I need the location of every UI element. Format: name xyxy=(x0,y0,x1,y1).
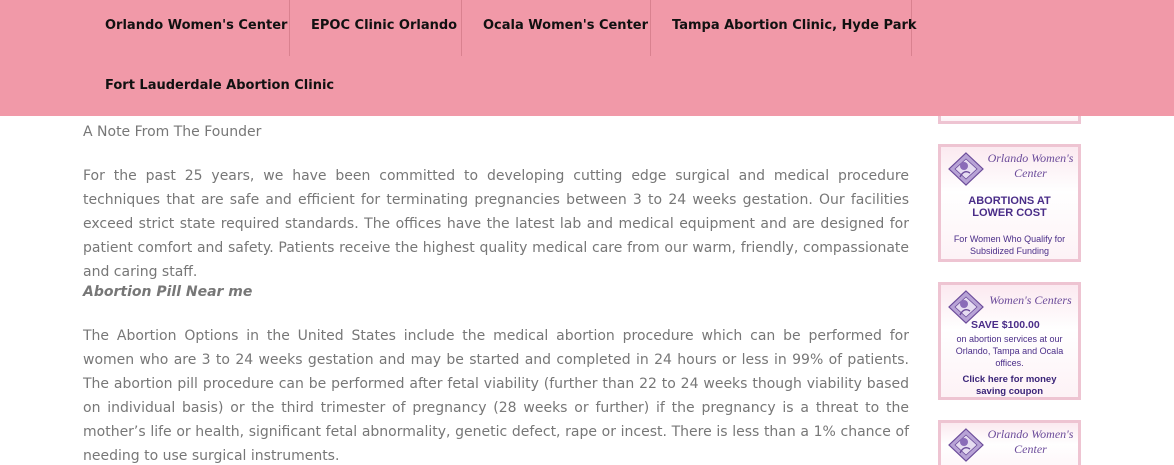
coupon-link[interactable]: Click here for money saving coupon xyxy=(962,374,1057,397)
main-navigation xyxy=(0,0,1174,116)
ad-coupon-banner[interactable] xyxy=(938,282,1081,400)
womens-center-logo-icon xyxy=(947,427,985,463)
nav-item-ocala-womens-center[interactable]: Ocala Women's Center xyxy=(462,0,651,56)
section-subheading: Abortion Pill Near me xyxy=(83,284,253,300)
womens-center-logo-icon xyxy=(947,151,985,187)
ad-orlando-banner[interactable] xyxy=(938,420,1081,465)
main-content xyxy=(83,120,909,464)
note-heading: A Note From The Founder xyxy=(83,124,262,140)
ad-headline: ABORTIONS AT LOWER COST xyxy=(968,195,1051,219)
ad-headline: SAVE $100.00 xyxy=(971,319,1040,331)
ad-subtext: For Women Who Qualify for Subsidized Funding xyxy=(953,234,1066,256)
ad-logo-text: Women's Centers xyxy=(989,293,1072,307)
nav-item-epoc-clinic-orlando[interactable]: EPOC Clinic Orlando xyxy=(290,0,462,56)
founder-paragraph: For the past 25 years, we have been committed to developing cutting edge surgical and medical procedure techniques that are safe and efficient for terminating pregnancies between 3 to 24 weeks gestation. Our facilities exceed strict state required standards. The offices have the latest lab and medical equipment and are designed for patient comfort and safety. Patients receive the highest quality medical care from our warm, friendly, compassionate and caring staff. xyxy=(83,168,909,280)
nav-item-orlando-womens-center[interactable]: Orlando Women's Center xyxy=(84,0,290,56)
nav-item-fort-lauderdale-clinic[interactable]: Fort Lauderdale Abortion Clinic xyxy=(105,78,335,93)
nav-item-tampa-abortion-clinic[interactable]: Tampa Abortion Clinic, Hyde Park xyxy=(651,0,912,56)
abortion-options-paragraph: The Abortion Options in the United States include the medical abortion procedure which can be performed for women who are 3 to 24 weeks gestation and may be started and completed in 24 hours or less in 99% of patients. The abortion pill procedure can be performed after fetal viability (further than 22 to 24 weeks though viability based on individual basis) or the third trimester of pregnancy (28 weeks or further) if the pregnancy is a threat to the mother’s life or health, significant fetal abnormality, genetic defect, rape or incest. There is less than a 1% chance of needing to use surgical instruments. xyxy=(83,328,909,464)
ad-lower-cost-banner[interactable] xyxy=(938,144,1081,262)
ad-logo-text: Orlando Women's Center xyxy=(987,151,1074,180)
ad-subtext: on abortion services at our Orlando, Tampa and Ocala offices. xyxy=(955,334,1064,368)
womens-center-logo-icon xyxy=(947,289,985,325)
ad-logo-text: Orlando Women's Center xyxy=(987,427,1074,456)
